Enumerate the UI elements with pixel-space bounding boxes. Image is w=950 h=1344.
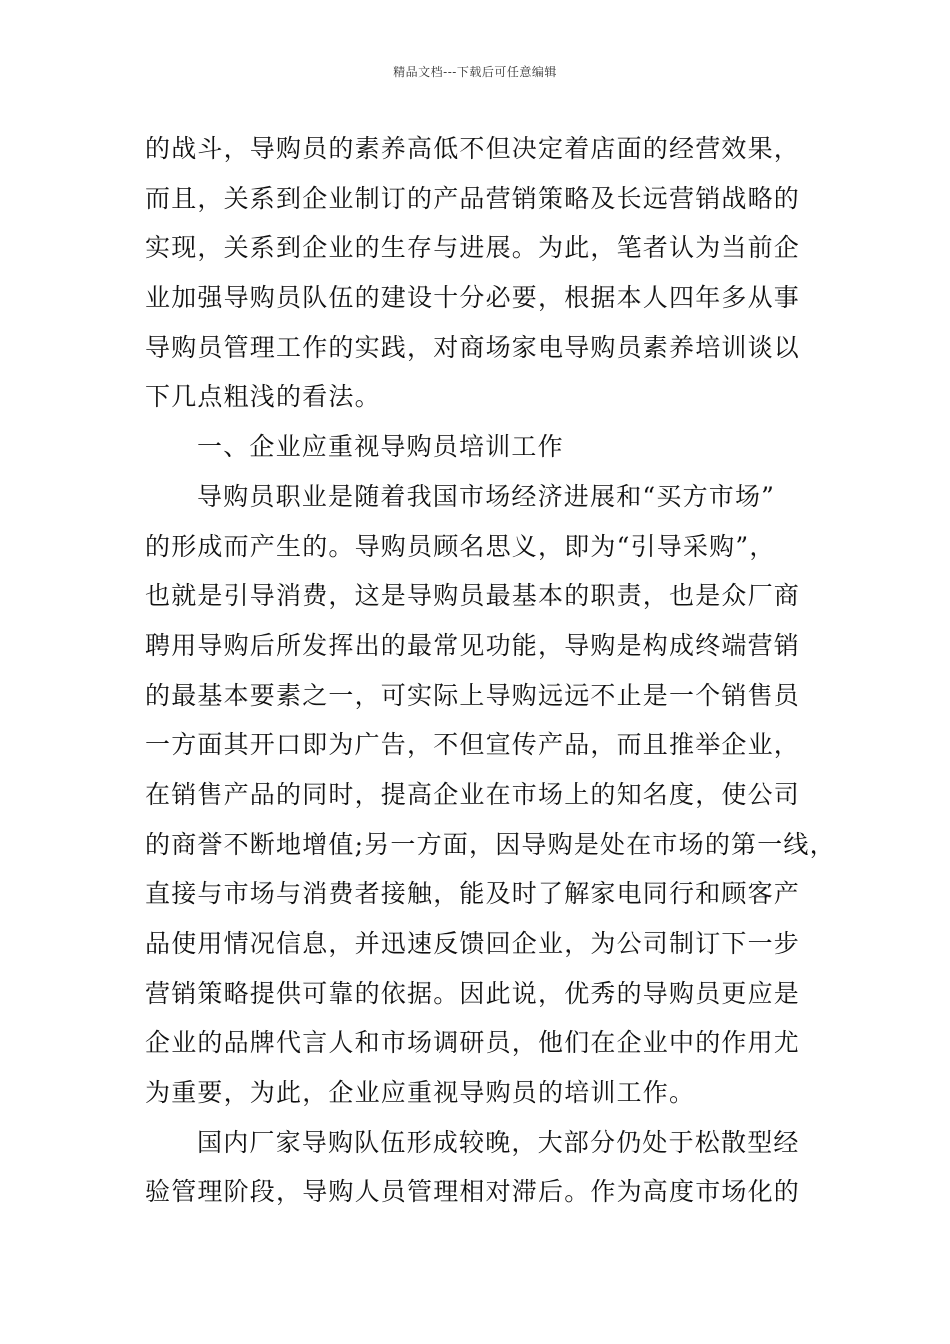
paragraph-start-line: 国内厂家导购队伍形成较晚，大部分仍处于松散型经 — [197, 1127, 800, 1157]
text-line: 的商誉不断地增值;另一方面，因导购是处在市场的第一线， — [145, 829, 836, 859]
text-line: 直接与市场与消费者接触，能及时了解家电同行和顾客产 — [145, 879, 801, 909]
text-line: 的最基本要素之一，可实际上导购远远不止是一个销售员 — [145, 680, 801, 710]
page-header: 精品文档---下载后可任意编辑 — [393, 65, 557, 79]
document-body — [145, 124, 835, 1217]
text-line: 聘用导购后所发挥出的最常见功能，导购是构成终端营销 — [145, 630, 801, 660]
text-line: 营销策略提供可靠的依据。因此说，优秀的导购员更应是 — [145, 978, 801, 1008]
text-line: 而且，关系到企业制订的产品营销策略及长远营销战略的 — [145, 183, 801, 213]
paragraph-start-line: 导购员职业是随着我国市场经济进展和“买方市场” — [197, 481, 776, 511]
text-line: 实现，关系到企业的生存与进展。为此，笔者认为当前企 — [145, 233, 801, 263]
text-line: 为重要，为此，企业应重视导购员的培训工作。 — [145, 1078, 696, 1108]
text-line: 一方面其开口即为广告，不但宣传产品，而且推举企业， — [145, 730, 801, 760]
text-line: 也就是引导消费，这是导购员最基本的职责，也是众厂商 — [145, 581, 801, 611]
text-line: 下几点粗浅的看法。 — [145, 382, 381, 412]
text-line: 验管理阶段，导购人员管理相对滞后。作为高度市场化的 — [145, 1177, 801, 1207]
text-line: 在销售产品的同时，提高企业在市场上的知名度，使公司 — [145, 779, 801, 809]
section-heading: 一、企业应重视导购员培训工作 — [197, 432, 564, 462]
text-line: 品使用情况信息，并迅速反馈回企业，为公司制订下一步 — [145, 929, 801, 958]
text-line: 导购员管理工作的实践，对商场家电导购员素养培训谈以 — [145, 332, 801, 362]
text-line: 的形成而产生的。导购员顾名思义，即为“引导采购”， — [145, 531, 776, 561]
text-line: 企业的品牌代言人和市场调研员，他们在企业中的作用尤 — [145, 1028, 801, 1058]
text-line: 的战斗，导购员的素养高低不但决定着店面的经营效果， — [145, 134, 801, 163]
text-line: 业加强导购员队伍的建设十分必要，根据本人四年多从事 — [145, 283, 801, 313]
